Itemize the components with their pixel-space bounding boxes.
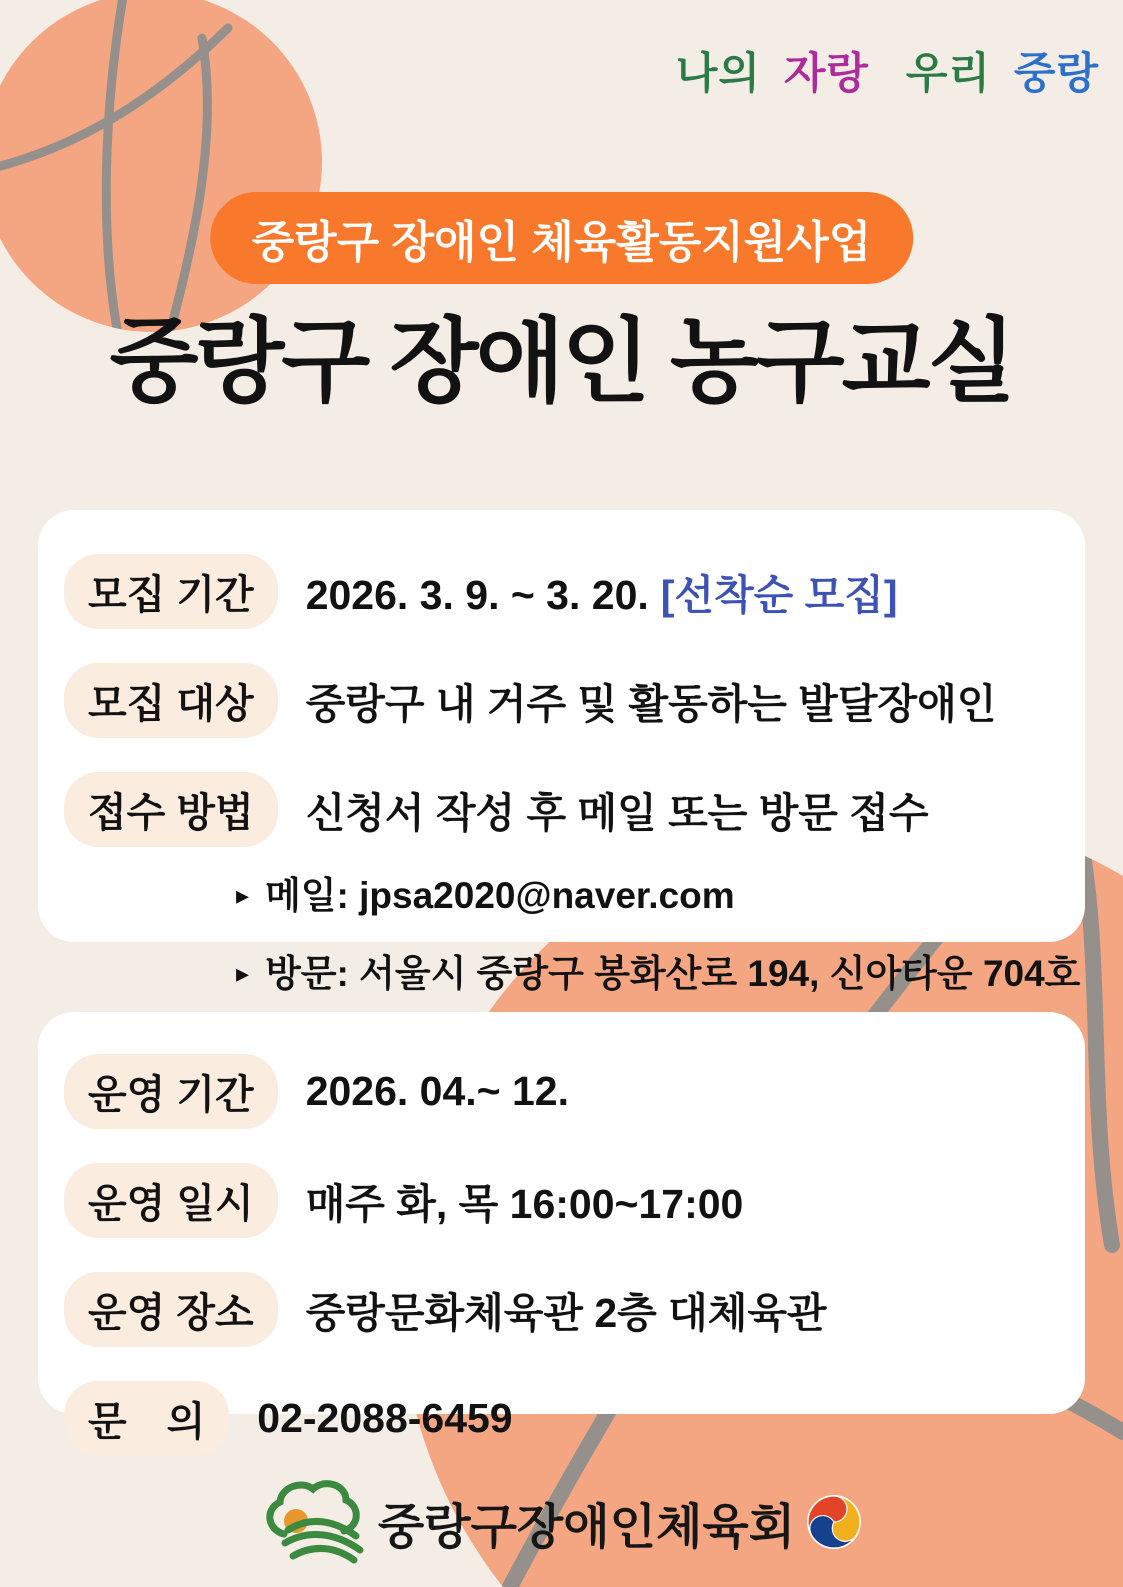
inquiry-label: 문 의 — [64, 1381, 229, 1456]
apply-method-details — [236, 865, 1081, 997]
operation-schedule-value: 매주 화, 목 16:00~17:00 — [305, 1181, 744, 1227]
apply-method-value: 신청서 작성 후 메일 또는 방문 접수 — [305, 790, 929, 836]
program-badge: 중랑구 장애인 체육활동지원사업 — [210, 192, 914, 284]
inquiry-row — [64, 1381, 1057, 1456]
apply-method-row — [64, 772, 1057, 847]
jungnang-gu-emblem-icon — [262, 1478, 366, 1566]
operation-info-card — [38, 1012, 1085, 1444]
bullet-arrow-icon: ▸ — [236, 958, 250, 988]
apply-email-text: 메일: jpsa2020@naver.com — [265, 875, 735, 916]
bullet-arrow-icon: ▸ — [236, 880, 250, 910]
basketball-top-left-icon — [0, 0, 322, 335]
poster-title: 중랑구 장애인 농구교실 — [109, 311, 1014, 413]
operation-place-row — [64, 1272, 1057, 1347]
slogan-word-uri: 우리 — [905, 50, 991, 98]
recruit-target-label: 모집 대상 — [64, 663, 278, 738]
recruit-target-row — [64, 663, 1057, 738]
recruit-period-row — [64, 554, 1057, 629]
operation-period-row — [64, 1054, 1057, 1129]
operation-period-value: 2026. 04.~ 12. — [305, 1068, 570, 1114]
recruit-period-label: 모집 기간 — [64, 554, 278, 629]
sam-taegeuk-emblem-icon — [807, 1495, 861, 1549]
organization-name: 중랑구장애인체육회 — [377, 1500, 796, 1554]
recruit-info-card — [38, 510, 1085, 994]
operation-place-value: 중랑문화체육관 2층 대체육관 — [305, 1290, 827, 1336]
recruit-period-dates: 2026. 3. 9. ~ 3. 20. — [305, 572, 649, 618]
apply-visit-item — [236, 943, 1081, 997]
city-slogan — [666, 40, 1099, 101]
footer — [0, 1478, 1123, 1566]
slogan-word-jungnang: 중랑 — [1013, 50, 1099, 98]
operation-schedule-label: 운영 일시 — [64, 1163, 278, 1238]
recruit-target-value: 중랑구 내 거주 및 활동하는 발달장애인 — [305, 681, 997, 727]
recruit-period-value — [306, 562, 898, 621]
operation-schedule-row — [64, 1163, 1057, 1238]
apply-method-label: 접수 방법 — [64, 772, 278, 847]
first-come-first-served-note: [선착순 모집] — [660, 572, 898, 618]
operation-place-label: 운영 장소 — [64, 1272, 278, 1347]
operation-period-label: 운영 기간 — [64, 1054, 278, 1129]
apply-visit-text: 방문: 서울시 중랑구 봉화산로 194, 신아타운 704호 — [265, 953, 1081, 994]
apply-email-item — [236, 865, 1057, 919]
inquiry-phone-number: 02-2088-6459 — [257, 1395, 513, 1441]
slogan-word-naui: 나의 — [675, 50, 761, 98]
slogan-word-jarang: 자랑 — [783, 50, 869, 98]
